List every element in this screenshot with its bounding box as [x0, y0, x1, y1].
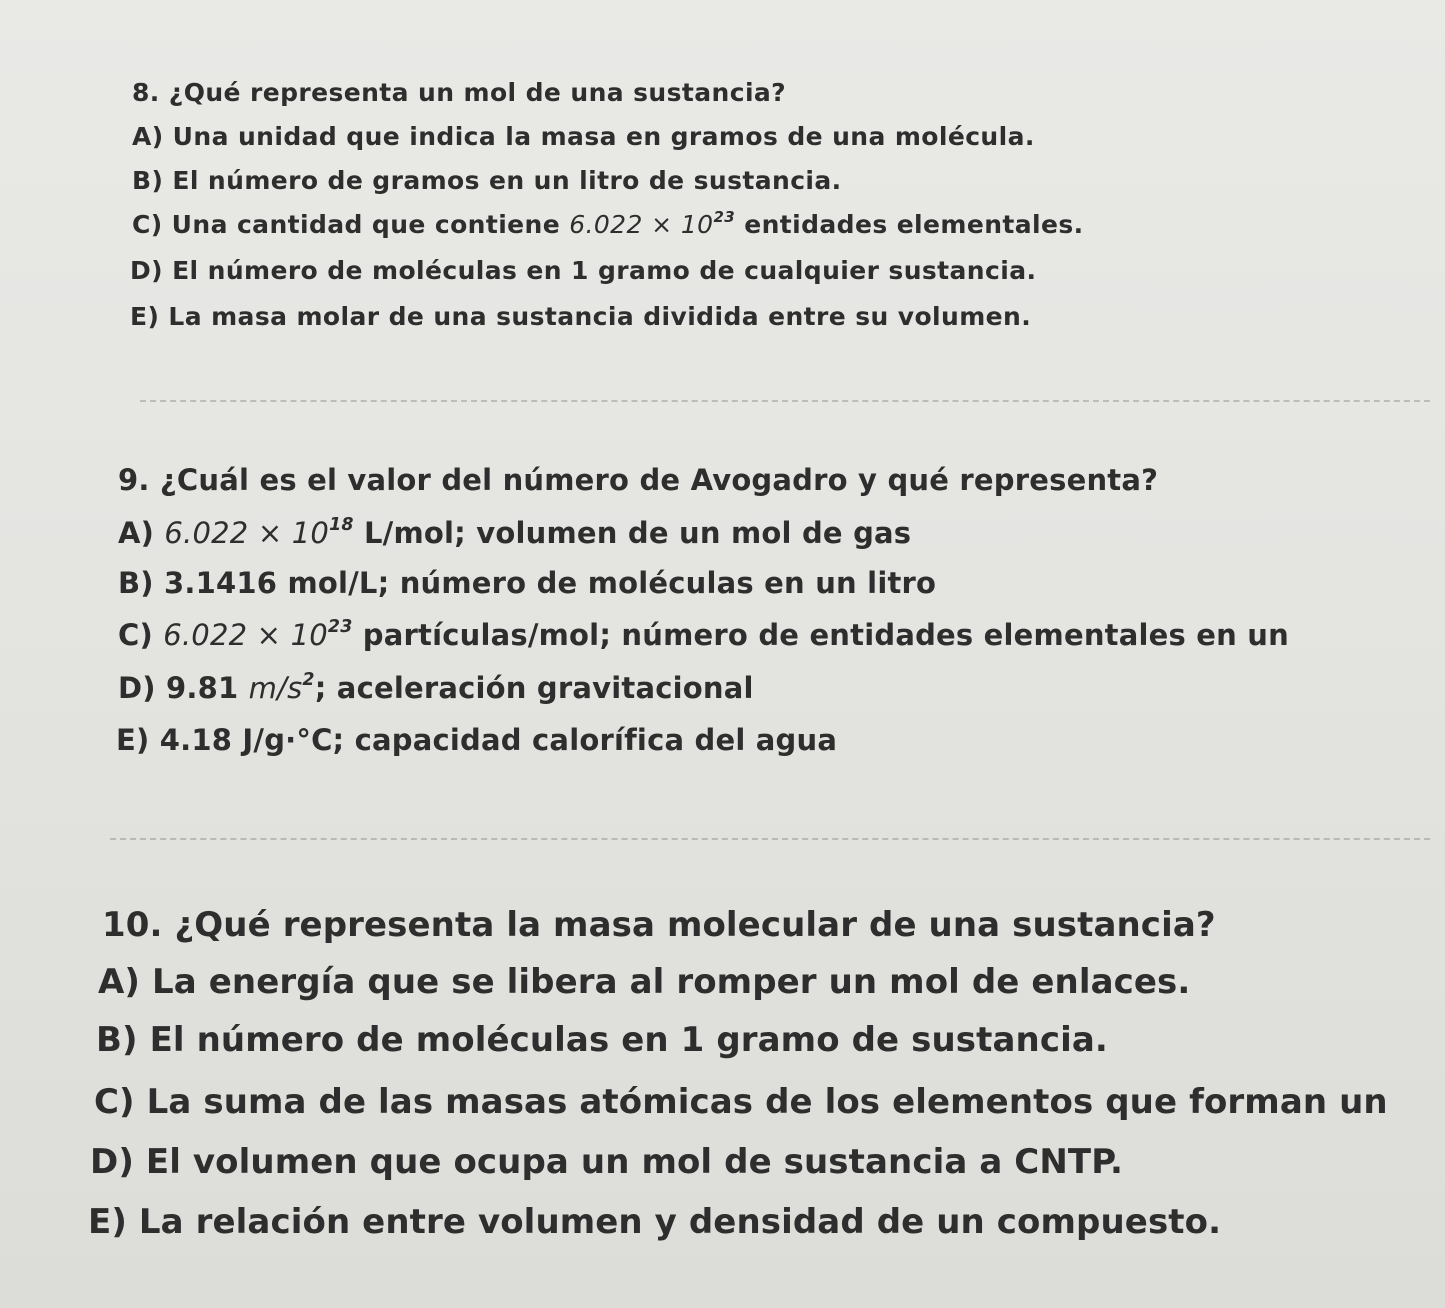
question-9-option-c — [118, 618, 1289, 652]
question-9-option-d — [118, 671, 754, 705]
option-a-suffix: L/mol; volumen de un mol de gas — [353, 516, 912, 550]
question-8-option-b: B) El número de gramos en un litro de sustancia. — [132, 166, 842, 195]
option-d-exponent: 2 — [302, 669, 315, 690]
option-d-prefix: D) 9.81 — [118, 671, 249, 705]
option-a-number: 6.022 × 10 — [164, 516, 330, 550]
question-9-option-b: B) 3.1416 mol/L; número de moléculas en un litro — [118, 566, 937, 600]
question-10-option-a: A) La energía que se libera al romper un mol de enlaces. — [98, 962, 1191, 1002]
separator-line — [110, 838, 1430, 840]
option-c-number: 6.022 × 10 — [569, 210, 714, 239]
option-c-prefix: C) Una cantidad que contiene — [132, 210, 570, 239]
separator-line — [140, 400, 1430, 402]
option-c-exponent: 23 — [327, 616, 353, 637]
question-8-option-d: D) El número de moléculas en 1 gramo de cualquier sustancia. — [130, 256, 1037, 285]
option-c-prefix: C) — [118, 618, 164, 652]
option-d-unit: m/s — [248, 671, 303, 705]
question-10-option-b: B) El número de moléculas en 1 gramo de sustancia. — [96, 1020, 1108, 1060]
option-c-suffix: entidades elementales. — [735, 210, 1084, 239]
question-10-option-d: D) El volumen que ocupa un mol de sustancia a CNTP. — [90, 1142, 1124, 1182]
option-a-exponent: 18 — [329, 514, 354, 535]
option-d-suffix: ; aceleración gravitacional — [314, 671, 754, 705]
question-10-title: 10. ¿Qué representa la masa molecular de una sustancia? — [102, 905, 1216, 945]
question-10-option-e: E) La relación entre volumen y densidad de un compuesto. — [88, 1202, 1222, 1242]
question-8-option-a: A) Una unidad que indica la masa en gramos de una molécula. — [132, 122, 1035, 151]
option-c-suffix: partículas/mol; número de entidades elementales en un — [352, 618, 1289, 652]
question-8-title: 8. ¿Qué representa un mol de una sustancia? — [132, 78, 787, 107]
question-9-option-e: E) 4.18 J/g·°C; capacidad calorífica del agua — [116, 723, 838, 757]
question-9-option-a — [118, 516, 911, 550]
option-c-exponent: 23 — [713, 207, 736, 226]
option-a-prefix: A) — [118, 516, 165, 550]
question-8-option-c — [132, 207, 1084, 239]
option-c-number: 6.022 × 10 — [163, 618, 328, 652]
question-10-option-c: C) La suma de las masas atómicas de los elementos que forman un — [94, 1082, 1388, 1122]
question-9-title: 9. ¿Cuál es el valor del número de Avogadro y qué representa? — [118, 463, 1159, 497]
question-8-option-e: E) La masa molar de una sustancia dividida entre su volumen. — [130, 302, 1032, 331]
